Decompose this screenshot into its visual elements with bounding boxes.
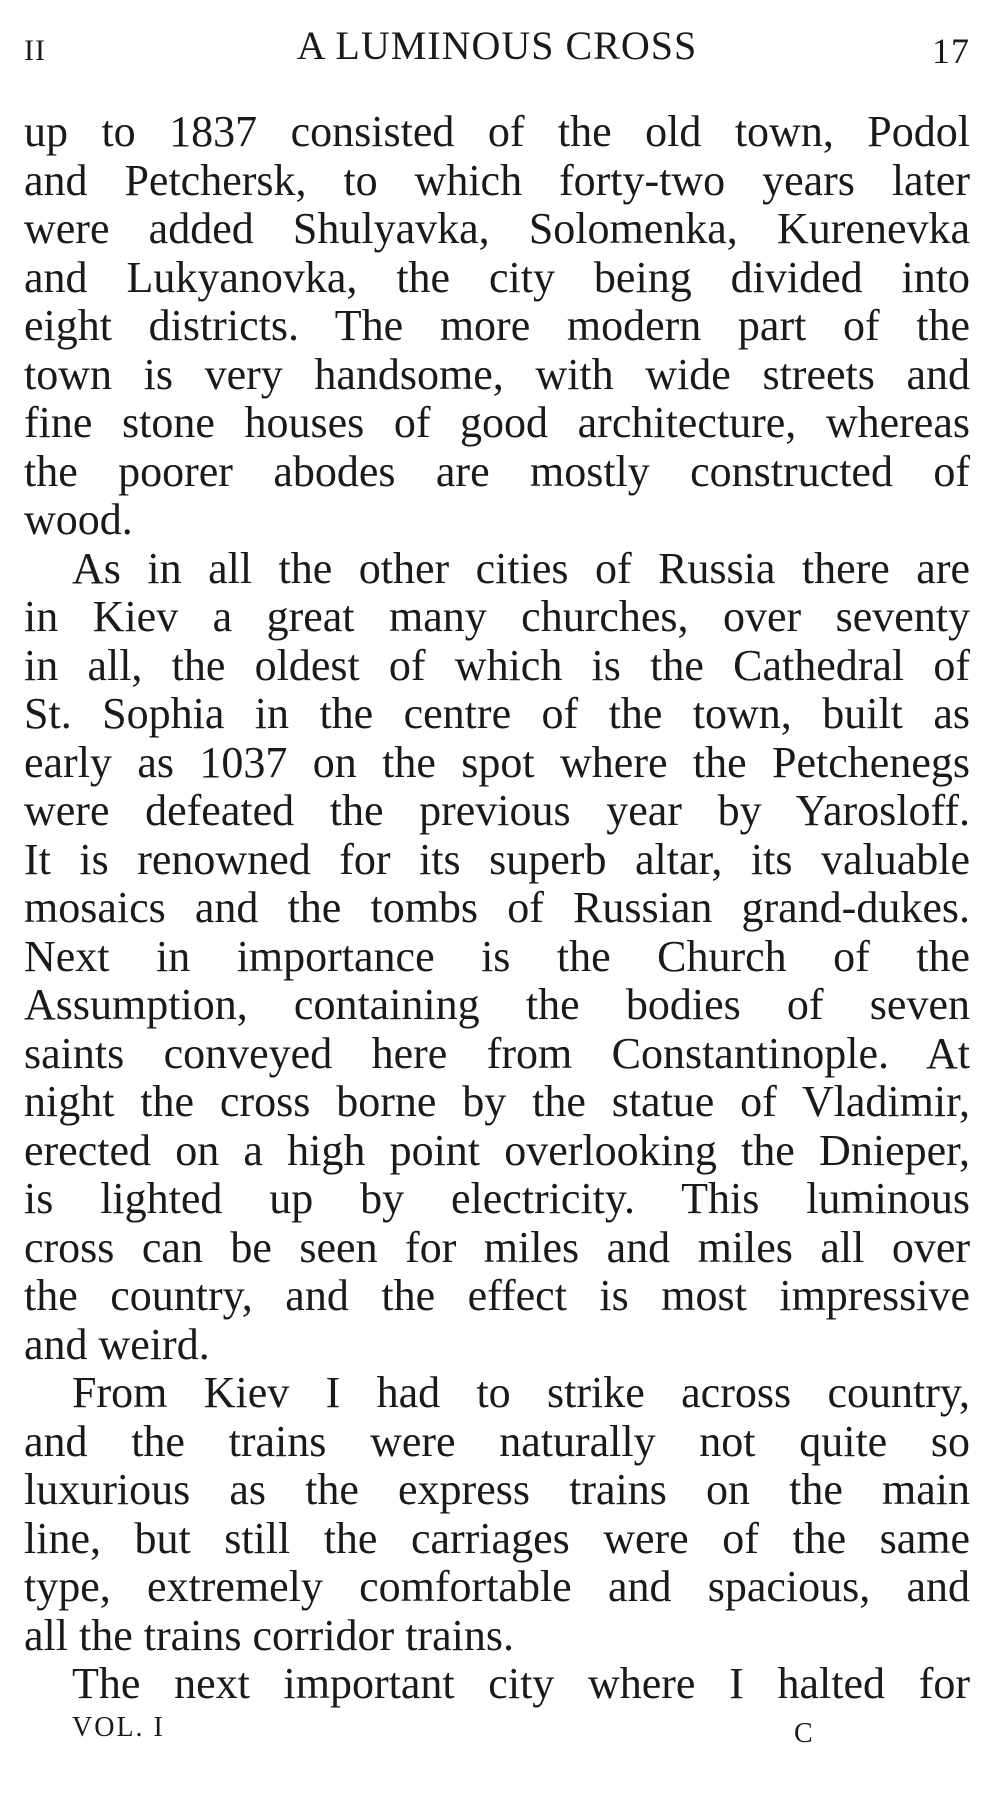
text-line: were defeated the previous year by Yarosloff. <box>24 786 970 835</box>
running-header <box>24 22 970 74</box>
text-line: and Lukyanovka, the city being divided into <box>24 252 970 302</box>
text-line: wood. <box>24 495 133 544</box>
text-line: erected on a high point overlooking the Dnieper, <box>24 1125 970 1175</box>
text-line: The next important city where I halted for <box>72 1659 970 1708</box>
text-line: As in all the other cities of Russia there are <box>72 543 970 593</box>
text-line: and the trains were naturally not quite so <box>24 1416 970 1466</box>
text-line: luxurious as the express trains on the main <box>24 1465 970 1514</box>
volume-marker: VOL. I <box>72 1712 165 1743</box>
text-line: in all, the oldest of which is the Cathedral of <box>24 640 970 690</box>
running-title: A LUMINOUS CROSS <box>296 23 698 68</box>
text-line: saints conveyed here from Constantinople. At <box>24 1028 970 1078</box>
text-line: Next in importance is the Church of the <box>24 931 970 981</box>
text-line: is lighted up by electricity. This luminous <box>24 1174 970 1223</box>
text-line: all the trains corridor trains. <box>24 1610 514 1660</box>
text-line: town is very handsome, with wide streets and <box>24 349 970 399</box>
text-line: the country, and the effect is most impressive <box>24 1271 970 1320</box>
text-line: were added Shulyavka, Solomenka, Kurenevka <box>24 204 970 253</box>
text-line: and weird. <box>24 1319 210 1369</box>
text-line: eight districts. The more modern part of the <box>24 301 970 350</box>
text-line: night the cross borne by the statue of Vladimir, <box>24 1077 970 1126</box>
text-line: fine stone houses of good architecture, whereas <box>24 398 970 447</box>
text-line: Assumption, containing the bodies of seven <box>24 980 970 1029</box>
text-line: early as 1037 on the spot where the Petchenegs <box>24 737 970 787</box>
text-line: and Petchersk, to which forty-two years later <box>24 155 970 205</box>
text-line: type, extremely comfortable and spacious, and <box>24 1562 970 1611</box>
text-line: cross can be seen for miles and miles all over <box>24 1222 970 1272</box>
text-line: From Kiev I had to strike across country, <box>72 1368 970 1417</box>
text-line: It is renowned for its superb altar, its valuable <box>24 834 970 884</box>
text-line: in Kiev a great many churches, over seventy <box>24 592 970 641</box>
text-line: up to 1837 consisted of the old town, Podol <box>24 107 970 156</box>
text-line: St. Sophia in the centre of the town, built as <box>24 689 970 738</box>
text-line: line, but still the carriages were of the same <box>24 1513 970 1563</box>
page-number: 17 <box>932 31 970 71</box>
text-line: the poorer abodes are mostly constructed of <box>24 446 970 496</box>
chapter-number: II <box>24 34 46 67</box>
body-text <box>24 108 970 1709</box>
signature-mark: C <box>794 1718 815 1749</box>
text-line: mosaics and the tombs of Russian grand-dukes. <box>24 883 970 932</box>
